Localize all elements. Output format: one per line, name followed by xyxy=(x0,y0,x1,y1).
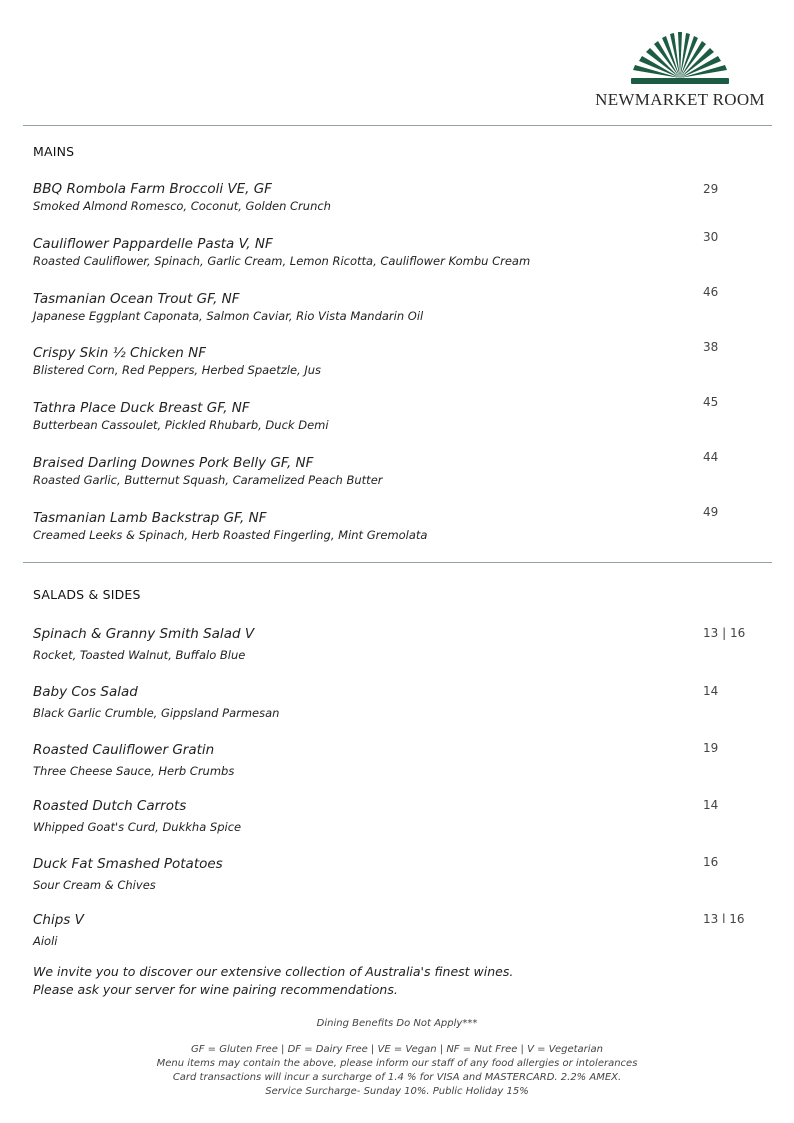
item-name: Duck Fat Smashed Potatoes xyxy=(33,856,223,872)
item-description: Aioli xyxy=(33,934,58,948)
item-name: Roasted Cauliflower Gratin xyxy=(33,742,215,758)
item-description: Butterbean Cassoulet, Pickled Rhubarb, Duck Demi xyxy=(33,418,329,432)
menu-item xyxy=(33,285,773,323)
menu-item xyxy=(33,912,773,948)
menu-item xyxy=(33,450,773,487)
menu-item xyxy=(33,684,773,720)
item-description: Japanese Eggplant Caponata, Salmon Caviar, Rio Vista Mandarin Oil xyxy=(33,309,424,323)
item-description: Whipped Goat's Curd, Dukkha Spice xyxy=(33,820,242,834)
item-name: BBQ Rombola Farm Broccoli VE, GF xyxy=(33,181,272,197)
item-name: Chips V xyxy=(33,912,84,928)
item-name: Roasted Dutch Carrots xyxy=(33,798,187,814)
item-price: 38 xyxy=(703,340,719,354)
item-price: 14 xyxy=(703,684,719,698)
footer-notes xyxy=(0,1043,794,1099)
sides-title: SALADS & SIDES xyxy=(33,587,141,602)
item-price: 49 xyxy=(703,505,719,519)
menu-item xyxy=(33,798,773,834)
item-description: Rocket, Toasted Walnut, Buffalo Blue xyxy=(33,648,246,662)
brand-name: NEWMARKET ROOM xyxy=(595,90,765,109)
item-name: Tathra Place Duck Breast GF, NF xyxy=(33,400,250,416)
menu-item xyxy=(33,742,773,778)
item-description: Roasted Cauliflower, Spinach, Garlic Cream, Lemon Ricotta, Cauliflower Kombu Cream xyxy=(33,254,531,268)
item-name: Baby Cos Salad xyxy=(33,684,138,700)
item-name: Tasmanian Ocean Trout GF, NF xyxy=(33,291,240,307)
menu-item xyxy=(33,181,773,213)
item-price: 46 xyxy=(703,285,719,299)
item-price: 14 xyxy=(703,798,719,812)
service-surcharge-note: Service Surcharge- Sunday 10%. Public Holiday 15% xyxy=(265,1086,529,1097)
item-description: Black Garlic Crumble, Gippsland Parmesan xyxy=(33,706,280,720)
item-name: Spinach & Granny Smith Salad V xyxy=(33,626,255,642)
item-name: Braised Darling Downes Pork Belly GF, NF xyxy=(33,455,314,471)
item-description: Blistered Corn, Red Peppers, Herbed Spaetzle, Jus xyxy=(33,363,322,377)
dietary-legend: GF = Gluten Free | DF = Dairy Free | VE = Vegan | NF = Nut Free | V = Vegetarian xyxy=(191,1044,603,1055)
fan-palm-logo-icon xyxy=(625,28,735,86)
item-name: Crispy Skin ½ Chicken NF xyxy=(33,345,206,361)
item-price: 16 xyxy=(703,855,719,869)
item-description: Sour Cream & Chives xyxy=(33,878,156,892)
menu-item xyxy=(33,505,773,542)
card-surcharge-note: Card transactions will incur a surcharge of 1.4 % for VISA and MASTERCARD. 2.2% AMEX. xyxy=(172,1072,622,1083)
menu-item xyxy=(33,626,773,662)
item-price: 13 l 16 xyxy=(703,912,745,926)
item-price: 30 xyxy=(703,230,719,244)
menu-item xyxy=(33,856,773,892)
invite-line: Please ask your server for wine pairing recommendations. xyxy=(33,982,398,997)
menu-item xyxy=(33,230,773,268)
item-price: 45 xyxy=(703,395,719,409)
menu-item xyxy=(33,340,773,377)
allergy-note: Menu items may contain the above, please inform our staff of any food allergies or intolerances xyxy=(156,1058,638,1069)
item-name: Cauliflower Pappardelle Pasta V, NF xyxy=(33,236,273,252)
item-price: 44 xyxy=(703,450,719,464)
invite-line: We invite you to discover our extensive collection of Australia's finest wines. xyxy=(33,964,514,979)
brand-logo xyxy=(588,28,772,110)
item-price: 29 xyxy=(703,182,719,196)
dining-benefits-note: Dining Benefits Do Not Apply*** xyxy=(316,1018,478,1029)
item-price: 19 xyxy=(703,741,719,755)
item-description: Three Cheese Sauce, Herb Crumbs xyxy=(33,764,235,778)
item-description: Creamed Leeks & Spinach, Herb Roasted Fingerling, Mint Gremolata xyxy=(33,528,428,542)
item-description: Roasted Garlic, Butternut Squash, Caramelized Peach Butter xyxy=(33,473,383,487)
item-price: 13 | 16 xyxy=(703,626,746,640)
item-name: Tasmanian Lamb Backstrap GF, NF xyxy=(33,510,267,526)
wine-invitation xyxy=(33,963,513,999)
item-description: Smoked Almond Romesco, Coconut, Golden Crunch xyxy=(33,199,331,213)
section-divider xyxy=(23,125,772,126)
mains-title: MAINS xyxy=(33,144,75,159)
menu-item xyxy=(33,395,773,432)
section-divider xyxy=(23,562,772,563)
